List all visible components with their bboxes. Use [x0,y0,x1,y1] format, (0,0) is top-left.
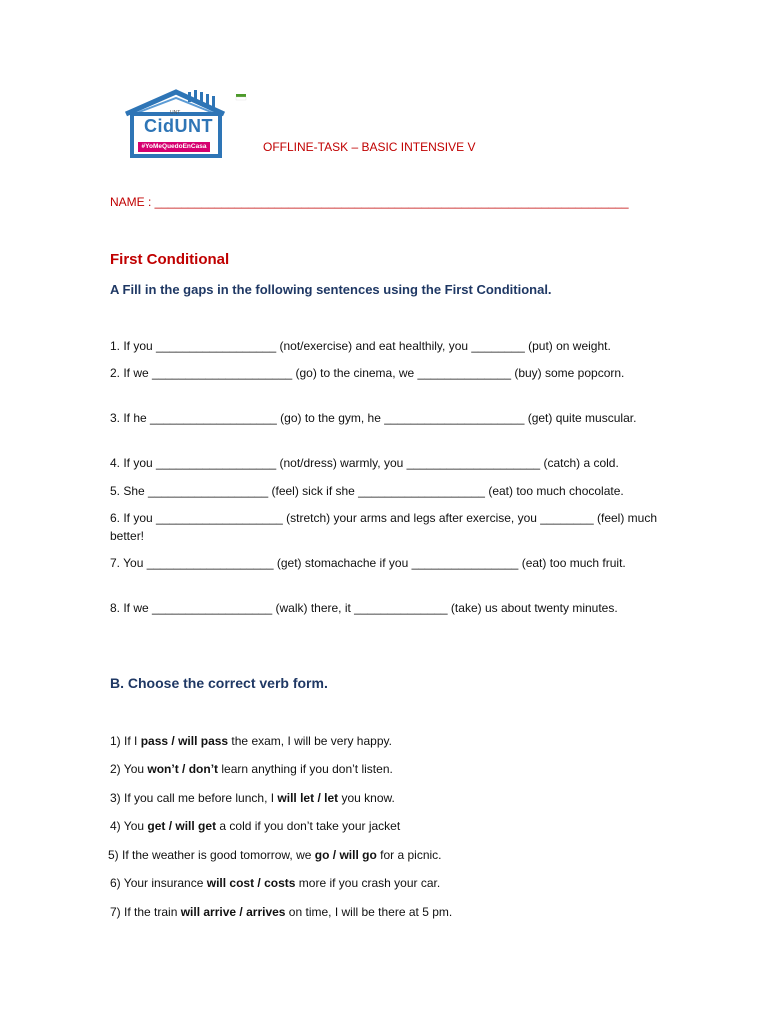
option-two[interactable]: arrives [246,905,286,919]
exercise-b-item: 5) If the weather is good tomorrow, we go / will go for a picnic. [108,848,442,862]
exercise-a-item: 1. If you __________________ (not/exercise) and eat healthily, you ________ (put) on weight. [110,339,611,353]
option-two[interactable]: let [324,791,339,805]
exercise-b-item: 3) If you call me before lunch, I will let / let you know. [110,791,395,805]
section-a-instruction: A Fill in the gaps in the following sentences using the First Conditional. [110,282,552,297]
logo-small-text: UNT [170,110,181,116]
option-two[interactable]: don’t [188,762,219,776]
option-one[interactable]: go [314,848,330,862]
option-one[interactable]: will let [277,791,315,805]
option-two[interactable]: will pass [178,734,229,748]
cidunt-logo [124,88,264,158]
option-one[interactable]: get [147,819,166,833]
option-one[interactable]: won’t [147,762,179,776]
exercise-a-item: 7. You ___________________ (get) stomachache if you ________________ (eat) too much fruit. [110,556,626,570]
exercise-a-item: 6. If you ___________________ (stretch) your arms and legs after exercise, you ________ (feel) much better! [110,511,658,543]
name-label: NAME : [110,195,155,209]
option-one[interactable]: will cost [206,876,255,890]
logo-tagline-text: #YoMeQuedoEnCasa [141,143,207,150]
exercise-a-item: 2. If we _____________________ (go) to the cinema, we ______________ (buy) some popcorn. [110,366,625,380]
exercise-b-item: 2) You won’t / don’t learn anything if you don’t listen. [110,762,393,776]
logo-brand-text: CidUNT [144,116,213,136]
exercise-a-item: 3. If he ___________________ (go) to the gym, he _____________________ (get) quite muscular. [110,411,637,425]
section-a-heading: First Conditional [110,251,230,268]
exercise-a-item: 8. If we __________________ (walk) there, it ______________ (take) us about twenty minutes. [110,601,618,615]
exercise-b-item: 6) Your insurance will cost / costs more if you crash your car. [110,876,441,890]
option-two[interactable]: will get [175,819,217,833]
page-title: OFFLINE-TASK – BASIC INTENSIVE V [263,140,476,154]
exercise-a-item: 4. If you __________________ (not/dress) warmly, you ____________________ (catch) a cold. [110,456,619,470]
option-two[interactable]: will go [339,848,377,862]
option-one[interactable]: pass [140,734,169,748]
exercise-b-item: 7) If the train will arrive / arrives on time, I will be there at 5 pm. [110,905,453,919]
exercise-b-item: 4) You get / will get a cold if you don’t take your jacket [110,819,401,833]
name-field[interactable] [110,195,629,209]
exercise-a-item: 5. She __________________ (feel) sick if she ___________________ (eat) too much chocolate. [110,484,624,498]
section-b-instruction: B. Choose the correct verb form. [110,675,328,691]
option-two[interactable]: costs [264,876,296,890]
option-one[interactable]: will arrive [180,905,237,919]
exercise-b-item: 1) If I pass / will pass the exam, I will be very happy. [110,734,392,748]
name-blank-line: _______________________________________________________________________ [154,195,629,209]
